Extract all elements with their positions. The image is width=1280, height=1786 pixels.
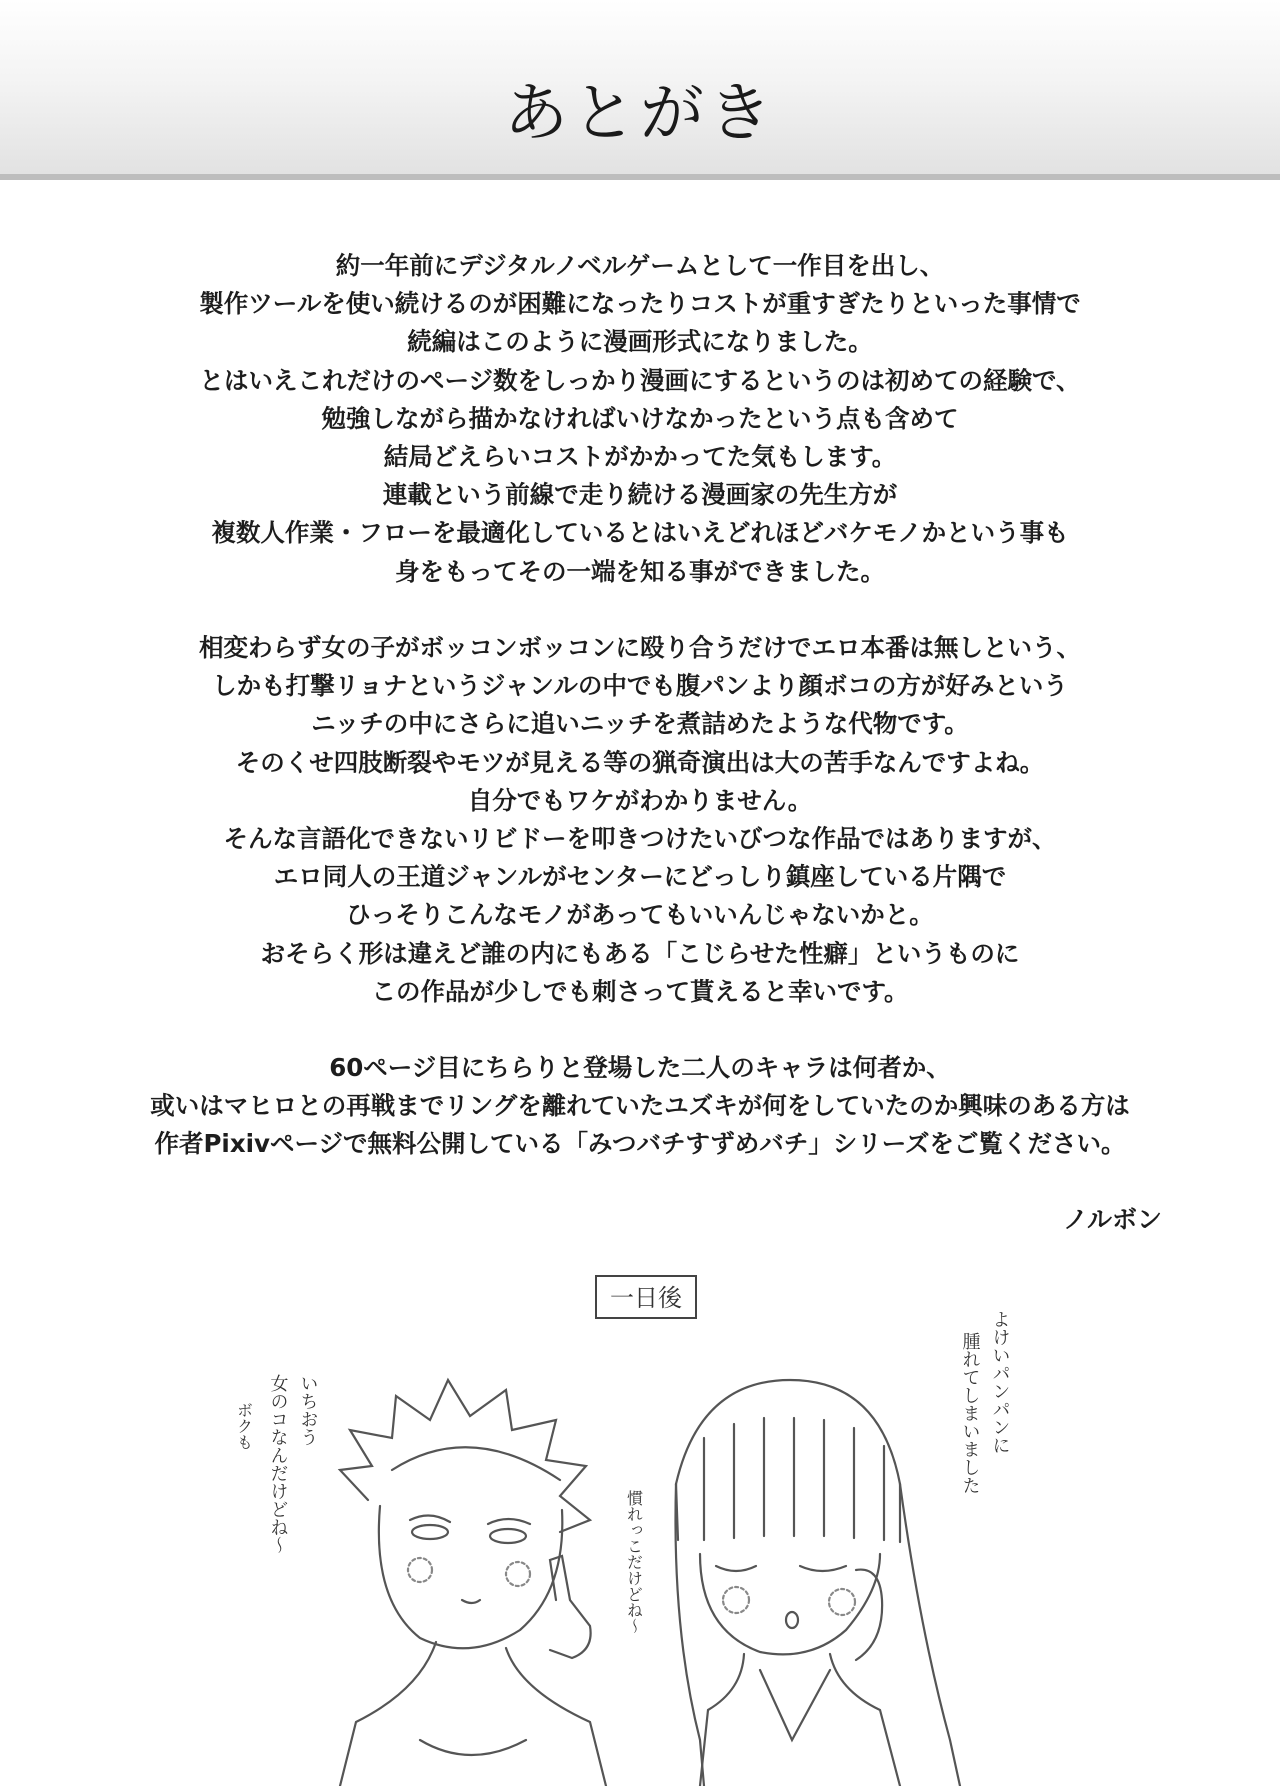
left-speech-line-3: ボクも — [234, 1402, 254, 1450]
text-line: 自分でもワケがわかりません。 — [467, 785, 813, 815]
text-line: しかも打撃リョナというジャンルの中でも腹パンより顔ボコの方が好みという — [212, 671, 1068, 701]
text-line: とはいえこれだけのページ数をしっかり漫画にするというのは初めての経験で、 — [199, 365, 1081, 395]
paragraph-2 — [60, 629, 1220, 1011]
left-speech-line-1: いちおう — [297, 1374, 319, 1446]
text-line: 製作ツールを使い続けるのが困難になったりコストが重すぎたりといった事情で — [199, 289, 1081, 319]
text-line: 相変わらず女の子がボッコンボッコンに殴り合うだけでエロ本番は無しという、 — [199, 633, 1081, 662]
text-line: 複数人作業・フローを最適化しているとはいえどれほどバケモノかという事も — [211, 518, 1069, 548]
text-line: エロ同人の王道ジャンルがセンターにどっしり鎮座している片隅で — [273, 862, 1007, 892]
text-line: 結局どえらいコストがかかってた気もします。 — [383, 442, 897, 472]
paragraph-3 — [60, 1049, 1220, 1164]
text-line: 身をもってその一端を知る事ができました。 — [395, 556, 885, 586]
text-line: そのくせ四肢断裂やモツが見える等の猟奇演出は大の苦手なんですよね。 — [235, 747, 1045, 777]
right-speech-line-2: 腫れてしまいました — [959, 1332, 981, 1494]
text-line: この作品が少しでも刺さって貰えると幸いです。 — [371, 976, 909, 1006]
caption-text: 一日後 — [610, 1284, 682, 1312]
text-line: 勉強しながら描かなければいけなかったという点も含めて — [321, 403, 959, 433]
text-line: ひっそりこんなモノがあってもいいんじゃないかと。 — [346, 900, 934, 930]
left-speech-line-2: 女のコなんだけどね～ — [267, 1374, 289, 1554]
right-speech-line-1: よけいパンパンに — [989, 1310, 1011, 1454]
right-character-sketch — [676, 1380, 961, 1786]
text-line: 連載という前線で走り続ける漫画家の先生方が — [382, 480, 898, 510]
text-line: 作者Pixivページで無料公開している「みつバチすずめバチ」シリーズをご覧ください。 — [154, 1129, 1126, 1159]
page-title: あとがき — [504, 77, 776, 151]
title-banner — [0, 0, 1280, 180]
text-line: そんな言語化できないリビドーを叩きつけたいびつな作品ではありますが、 — [223, 824, 1057, 854]
text-line: 続編はこのように漫画形式になりました。 — [407, 327, 873, 357]
left-character-sketch — [340, 1380, 606, 1786]
text-line: 60ページ目にちらりと登場した二人のキャラは何者か、 — [329, 1053, 951, 1082]
paragraph-1 — [60, 247, 1220, 591]
middle-speech: 慣れっこだけどね～ — [624, 1490, 644, 1634]
text-line: 約一年前にデジタルノベルゲームとして一作目を出し、 — [335, 251, 945, 280]
text-line: ニッチの中にさらに追いニッチを煮詰めたような代物です。 — [311, 709, 969, 739]
text-line: 或いはマヒロとの再戦までリングを離れていたユズキが何をしていたのか興味のある方は — [150, 1091, 1130, 1121]
text-line: おそらく形は違えど誰の内にもある「こじらせた性癖」というものに — [260, 938, 1020, 968]
author-signature: ノルボン — [1062, 1205, 1162, 1234]
sketch-illustration — [0, 1270, 1280, 1786]
